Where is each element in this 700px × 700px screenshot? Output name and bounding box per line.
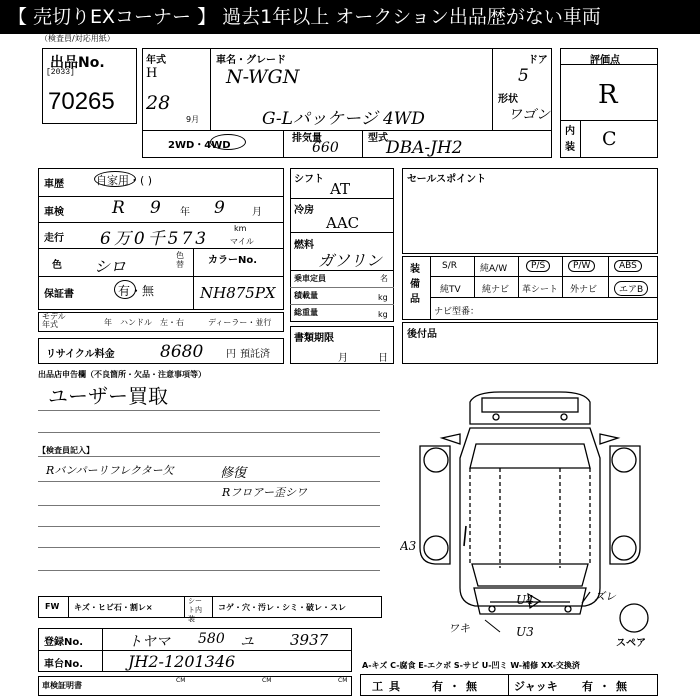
warranty-circle [114,280,136,299]
tools-options: 有・無 [432,680,483,693]
damage-legend: A-キズ C-腐食 E-エクボ S-サビ U-凹ミ W-補修 XX-交換済 [362,661,580,670]
color-label: 色 [52,260,62,271]
interior-score: C [602,128,617,150]
history-circle [94,171,136,187]
car-name: N-WGN [226,66,300,88]
damage-mark-u4: U4 [516,593,534,607]
year-era: H [146,66,158,81]
model-year-label: モデル年式 [42,312,66,329]
weight-unit: kg [378,310,388,319]
drive-label: 2WD・4WD [168,140,231,151]
aircon-value: AAC [326,214,360,232]
inspector-note-2: 修復 [220,466,247,481]
handle-options: 左・右 [160,318,184,327]
model-year-unit: 年 [104,318,112,327]
inspection-year: 9 [150,198,161,218]
history-value: 自家用・( ) [96,174,153,187]
subheader: （検査員/対応用紙） [40,34,115,43]
recycle-label: リサイクル料金 [46,349,115,360]
car-grade: G-Lパッケージ 4WD [262,109,425,129]
mileage-km: km [234,224,247,233]
eq-sunroof: S/R [442,261,457,271]
dealer-options: ディーラー・並行 [208,318,272,327]
recycle-note: 預託済 [240,349,270,360]
equipment-label: 装備品 [410,264,420,305]
name-label: 車名・グレード [216,55,286,66]
year-month: 9月 [186,115,200,124]
spare-label: スペア [616,638,646,648]
eq-navi: 純ナビ [482,285,510,295]
handle-label: ハンドル [120,318,152,327]
registration-class: 580 [198,631,225,647]
body-value: ワゴン [508,107,550,123]
jack-options: 有・無 [582,680,633,693]
jack-label: ジャッキ [514,680,558,693]
inspector-label: 【検査員記入】 [38,446,94,455]
car-diagram [400,388,680,648]
doors-label: ドア [528,55,548,66]
body-label: 形状 [498,94,518,105]
inspection-year-unit: 年 [180,207,190,218]
fw-label: FW [45,602,60,611]
color-code-label: カラーNo. [208,255,258,266]
history-label: 車歴 [44,179,64,190]
load-label: 積載量 [294,291,318,300]
capacity-unit: 名 [380,274,388,283]
sales-points-label: セールスポイント [407,174,487,185]
eq-leather: 革シート [522,285,559,295]
auction-banner: 【 売切りEXコーナー 】 過去1年以上 オークション出品歴がない車両 [0,0,700,34]
year-value: 28 [146,92,171,114]
document-day: 日 [378,353,388,364]
lot-number: 70265 [48,88,115,115]
model-label: 型式 [368,133,388,144]
year-label: 年式 [146,55,166,66]
registration-area: トヤマ [128,634,170,650]
shift-value: AT [330,180,351,198]
condition-seat: シート内装 [188,597,202,623]
document-month: 月 [338,353,348,364]
lot-label: 出品No. [50,55,105,71]
mileage-mile: マイル [230,237,254,246]
certificate-label: 車検証明書 [42,681,82,690]
inspection-era: R [112,198,125,218]
capacity-label: 乗車定員 [294,274,326,283]
weight-label: 総重量 [294,308,318,317]
damage-mark-zure: ズレ [594,590,616,603]
inspector-note-1: Rバンパーリフレクター欠 [46,464,174,477]
load-unit: kg [378,293,388,302]
fuel-value: ガソリン [318,251,383,270]
registration-label: 登録No. [44,637,84,648]
displacement-label: 排気量 [292,133,322,144]
damage-mark-a3: A3 [400,539,417,553]
eq-power-steering: P/S [526,260,550,272]
recycle-value: 8680 [160,342,204,362]
certificate-box [38,676,352,696]
displacement-value: 660 [312,140,339,156]
paint-change-label: 色替 [176,251,184,269]
grade-label: 評価点 [590,55,620,66]
mileage-label: 走行 [44,233,64,244]
tools-label: 工具 [372,680,406,693]
declaration-text: ユーザー買取 [48,384,168,408]
grade-score: R [598,80,618,110]
condition-exterior: キズ・ヒビ石・割レ× [74,603,153,612]
fuel-label: 燃料 [294,240,314,251]
color-code: NH875PX [200,284,276,302]
damage-mark-waki: ワキ [448,622,470,635]
recycle-unit: 円 [226,349,236,360]
chassis-number: JH2-1201346 [128,652,236,671]
certificate-note-2: CM [262,677,272,684]
chassis-label: 車台No. [44,659,84,670]
warranty-label: 保証書 [44,289,74,300]
damage-mark-u3: U3 [516,625,534,639]
eq-power-window: P/W [568,260,595,272]
doors-value: 5 [518,66,529,86]
declaration-label: 出品店申告欄（不良箇所・欠品・注意事項等） [38,370,206,379]
inspection-month-unit: 月 [252,207,262,218]
eq-alloy: 純A/W [480,264,508,274]
certificate-note-1: CM [176,677,186,684]
inspection-month: 9 [214,198,225,218]
eq-tv: 純TV [440,285,461,295]
mileage-value: 6万0千573 [100,229,210,249]
4wd-circle [210,134,246,150]
registration-kana: ユ [240,634,254,650]
later-install-label: 後付品 [407,329,437,340]
color-value: シロ [94,257,127,276]
inspector-note-3: Rフロアー歪シワ [222,486,307,499]
eq-ext-navi: 外ナビ [570,285,598,295]
navi-model-label: ナビ型番： [434,307,480,317]
inspection-label: 車検 [44,207,64,218]
model-value: DBA-JH2 [386,138,463,158]
certificate-note-3: CM [338,677,348,684]
shift-label: シフト [294,174,324,185]
later-install-box [402,322,658,364]
interior-label: 内装 [565,126,575,153]
eq-airbag: エアB [614,281,648,296]
warranty-options: 有・無 [118,284,155,298]
aircon-label: 冷房 [294,205,314,216]
document-label: 書類期限 [294,333,334,344]
condition-interior: コゲ・穴・汚レ・シミ・破レ・スレ [218,603,346,612]
lot-stamp: [2033] [46,68,75,77]
eq-abs: ABS [614,260,642,272]
registration-number: 3937 [290,631,329,649]
